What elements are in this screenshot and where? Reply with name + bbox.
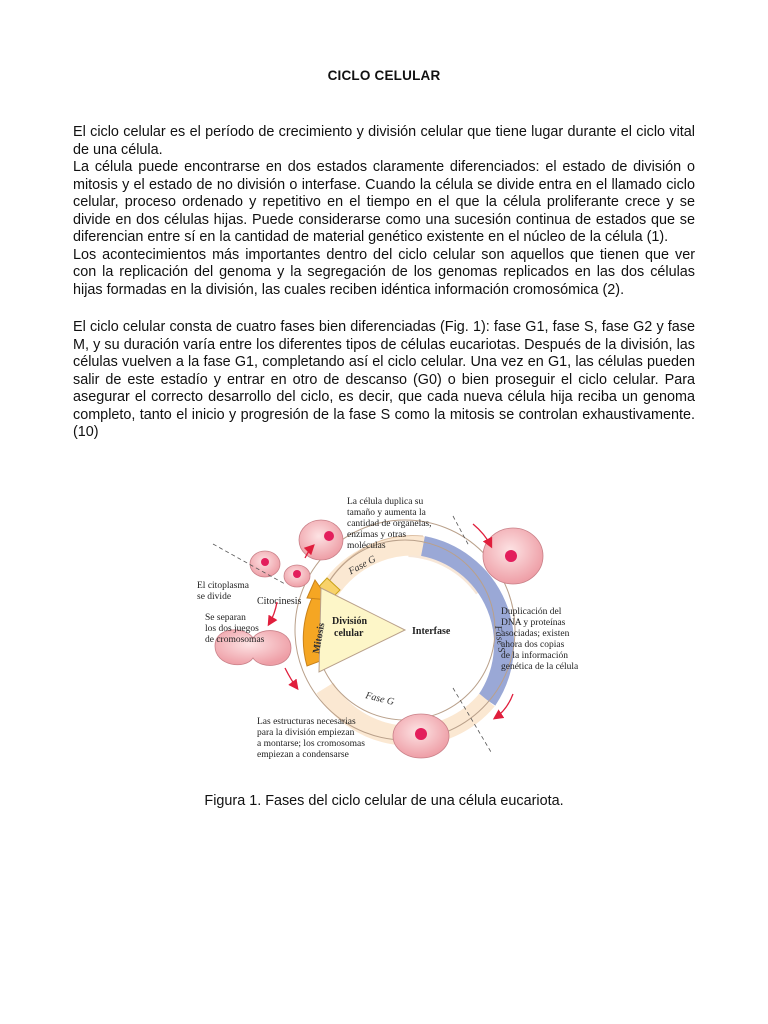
label-division-line1: División [332, 616, 368, 627]
annotation-bottom [257, 717, 365, 760]
annotation-line: Se separan [205, 613, 246, 623]
label-fase-s: Fase S [492, 624, 507, 654]
label-division-line2: celular [334, 628, 364, 639]
paragraph: Los acontecimientos más importantes dentro del ciclo celular son aquellos que tienen que ver con la replicación del genoma y la segregación de los genomas replicados en las dos células hijas formadas en la división, las cuales reciben idéntica información cromosómica (2). [73, 246, 695, 298]
intro-text-block [73, 124, 695, 299]
cell-nucleus [415, 728, 427, 740]
annotation-line: Duplicación del [501, 607, 562, 617]
annotation-line: El citoplasma [197, 581, 249, 591]
annotation-line: se divide [197, 592, 232, 602]
arrow-red [285, 668, 297, 688]
label-interfase: Interfase [412, 626, 451, 637]
annotation-line: La célula duplica su [347, 497, 424, 507]
label-citocinesis: Citocinesis [257, 596, 302, 607]
annotation-line: DNA y proteínas [501, 618, 566, 628]
annotation-line: empiezan a condensarse [257, 750, 349, 760]
figure-caption: Figura 1. Fases del ciclo celular de una célula eucariota. [204, 793, 564, 809]
annotation-line: a montarse; los cromosomas [257, 739, 365, 749]
annotation-line: los dos juegos [205, 624, 259, 634]
paragraph: El ciclo celular consta de cuatro fases bien diferenciadas (Fig. 1): fase G1, fase S, fase G2 y fase M, y su duración varía entre los diferentes tipos de células eucariotas. Después de la división, las células vuelven a la fase G1, completando así el ciclo celular. Una vez en G1, las células pueden salir de este estadío y entrar en otro de descanso (G0) o bien proseguir el ciclo celular. Para asegurar el correcto desarrollo del ciclo, es decir, que cada nueva célula hija reciba un genoma completo, tanto el inicio y progresión de la fase S como la mitosis se controlan exhaustivamente. (10) [73, 319, 695, 440]
annotation-line: moléculas [347, 541, 386, 551]
label-mitosis: Mitosis [311, 621, 328, 655]
phases-text-block [73, 319, 695, 442]
annotation-line: genética de la célula [501, 662, 579, 672]
cell-cycle-figure [195, 488, 607, 774]
cell-nucleus [293, 570, 301, 578]
annotation-line: de cromosomas [205, 635, 265, 645]
annotation-line: cantidad de organelas, [347, 519, 432, 529]
cell-nucleus [324, 531, 334, 541]
annotation-right [501, 607, 579, 672]
annotation-line: Las estructuras necesarias [257, 717, 356, 727]
annotation-left-bottom [205, 613, 265, 645]
label-fase-g-bottom: Fase G [364, 690, 396, 708]
annotation-line: ahora dos copias [501, 640, 565, 650]
annotation-left-top [197, 581, 250, 602]
annotation-line: tamaño y aumenta la [347, 508, 426, 518]
document-title: CICLO CELULAR [327, 68, 441, 83]
paragraph: La célula puede encontrarse en dos estados claramente diferenciados: el estado de división o mitosis y el estado de no división o interfase. Cuando la célula se divide entra en el llamado ciclo celular, proceso ordenado y repetitivo en el tiempo en el que la célula proliferante crece y se divide en dos células hijas. Puede considerarse como una sucesión continua de estados que se diferencian entre sí en la cantidad de material genético existente en el núcleo de la célula (1). [73, 159, 695, 245]
cell-top-center [299, 520, 343, 560]
label-fase-g-top: Fase G [346, 553, 378, 578]
annotation-line: asociadas; existen [501, 629, 570, 639]
annotation-line: para la división empiezan [257, 728, 355, 738]
annotation-line: de la información [501, 651, 569, 661]
annotation-line: enzimas y otras [347, 530, 407, 540]
cell-nucleus [505, 550, 517, 562]
cell-nucleus [261, 558, 269, 566]
paragraph: El ciclo celular es el período de crecimiento y división celular que tiene lugar durante el ciclo vital de una célula. [73, 124, 695, 158]
